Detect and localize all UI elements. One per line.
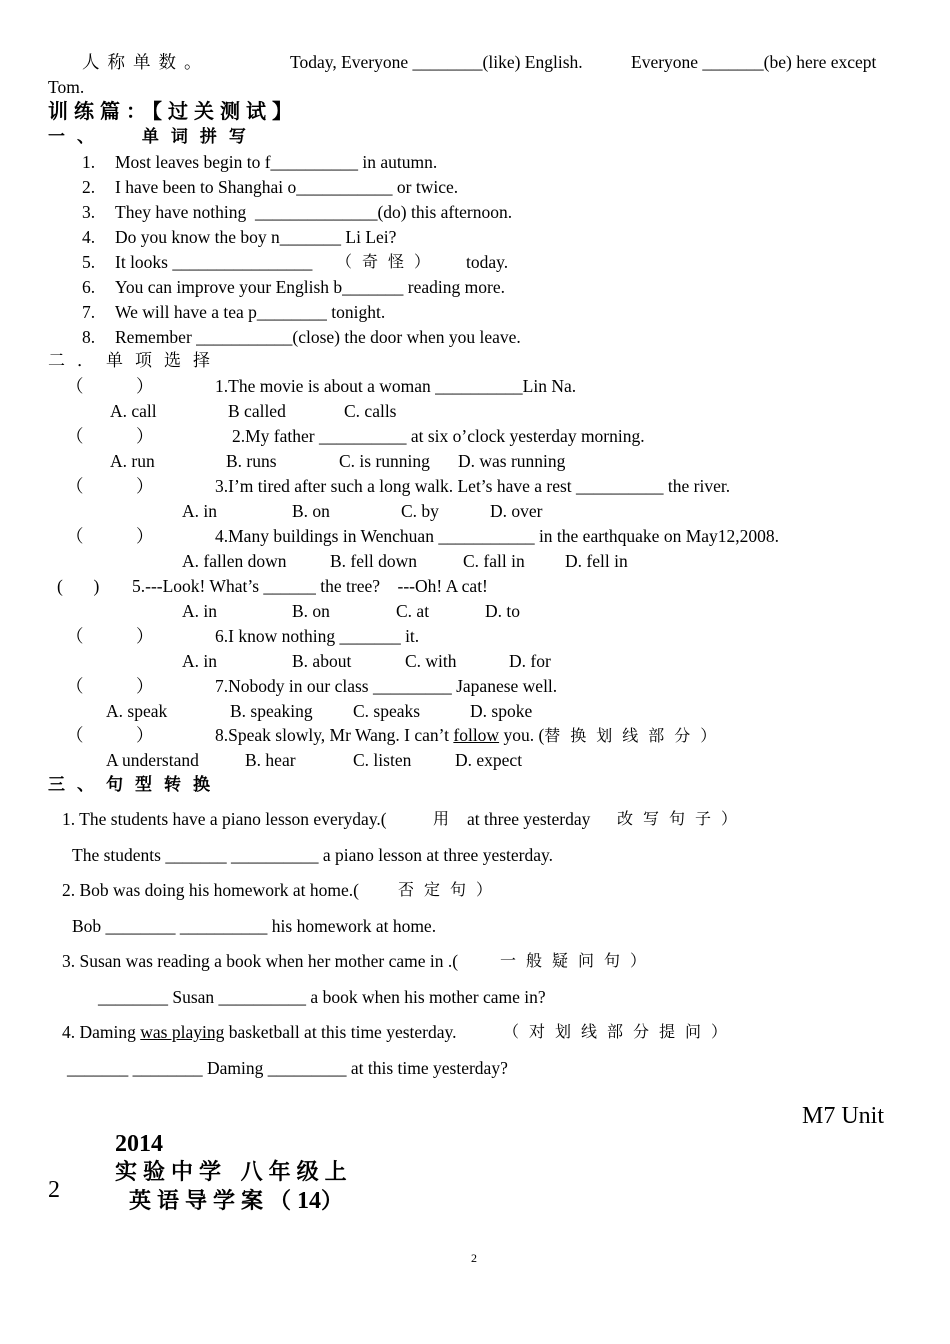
option-c: C. at [396, 601, 430, 621]
option-b: B. speaking [230, 701, 313, 721]
option-a: A understand [106, 750, 199, 770]
list-item: Remember ___________(close) the door when you leave. [115, 327, 521, 347]
item-number: 4. [82, 227, 96, 247]
option-d: D. expect [455, 750, 523, 770]
intro-continuation: Tom. [48, 77, 85, 97]
list-item: It looks ________________ [115, 252, 313, 272]
option-a: A. call [110, 401, 157, 421]
list-item-end: today. [466, 252, 509, 272]
question-stem: 1.The movie is about a woman __________Lin Na. [215, 376, 577, 396]
option-d: D. fell in [565, 551, 628, 571]
footer-school: 实验中学 八年级上 [115, 1160, 353, 1185]
transform-prompt: 1. The students have a piano lesson everyday.( [62, 809, 387, 829]
option-d: D. for [509, 651, 551, 671]
option-c: C. calls [344, 401, 397, 421]
page-number: 2 [471, 1251, 477, 1265]
transform-prompt [62, 1021, 457, 1043]
intro-cn: 人称单数。 [82, 52, 210, 72]
option-d: D. was running [458, 451, 566, 471]
item-number: 3. [82, 202, 96, 222]
option-a: A. in [182, 651, 217, 671]
option-c: C. with [405, 651, 457, 671]
intro-sentence-2: Everyone _______(be) here except [631, 52, 877, 72]
prompt-part: basketball at this time yesterday. [224, 1022, 457, 1042]
option-a: A. fallen down [182, 551, 287, 571]
option-b: B. on [292, 501, 330, 521]
option-b: B. on [292, 601, 330, 621]
footer-unit: M7 Unit [802, 1103, 885, 1129]
chinese-hint: （奇怪） [336, 252, 441, 271]
option-b: B. hear [245, 750, 296, 770]
training-title: 训练篇：【过关测试】 [48, 99, 298, 123]
answer-line[interactable]: Bob ________ __________ his homework at home. [72, 916, 437, 936]
answer-paren[interactable]: ( ) [57, 576, 100, 596]
chinese-instruction: 一般疑问句） [500, 951, 657, 970]
question-stem: 6.I know nothing _______ it. [215, 626, 420, 646]
option-a: A. speak [106, 701, 168, 721]
answer-line[interactable]: ________ Susan __________ a book when his mother came in? [98, 987, 546, 1007]
answer-paren[interactable]: （ ） [66, 476, 154, 496]
list-item: They have nothing ______________(do) this afternoon. [115, 202, 513, 222]
option-a: A. in [182, 601, 217, 621]
question-stem: 4.Many buildings in Wenchuan ___________ in the earthquake on May12,2008. [215, 526, 780, 546]
option-d: D. to [485, 601, 520, 621]
answer-paren[interactable]: （ ） [66, 676, 154, 696]
chinese-instruction: 替换划线部分） [544, 726, 727, 745]
answer-paren[interactable]: （ ） [66, 376, 154, 396]
underlined-word: follow [453, 725, 500, 745]
answer-line[interactable]: The students _______ __________ a piano lesson at three yesterday. [72, 845, 553, 865]
intro-sentence-1: Today, Everyone ________(like) English. [290, 52, 583, 72]
transform-prompt: at three yesterday [467, 809, 591, 829]
question-stem: 2.My father __________ at six o’clock yesterday morning. [232, 426, 645, 446]
option-a: A. run [110, 451, 155, 471]
answer-line[interactable]: _______ ________ Daming _________ at this time yesterday? [67, 1058, 508, 1078]
item-number: 7. [82, 302, 96, 322]
question-stem: 3.I’m tired after such a long walk. Let’s have a rest __________ the river. [215, 476, 731, 496]
option-c: C. is running [339, 451, 430, 471]
stem-part: you. ( [499, 725, 545, 745]
option-b: B. runs [226, 451, 277, 471]
option-c: C. by [401, 501, 439, 521]
chinese-instruction: （对划线部分提问） [503, 1022, 738, 1041]
section-3-title: 三、句型转换 [48, 775, 222, 795]
footer-subject: 英语导学案（ [129, 1189, 298, 1214]
answer-paren[interactable]: （ ） [66, 426, 154, 446]
item-number: 1. [82, 152, 96, 172]
prompt-part: 4. Daming [62, 1022, 141, 1042]
section-1-title: 一、 单词拼写 [48, 127, 258, 147]
footer-number: 14 [297, 1188, 322, 1214]
list-item: I have been to Shanghai o___________ or twice. [115, 177, 459, 197]
stem-part: 8.Speak slowly, Mr Wang. I can’t [215, 725, 454, 745]
answer-paren[interactable]: （ ） [66, 626, 154, 646]
option-c: C. fall in [463, 551, 525, 571]
option-d: D. over [490, 501, 543, 521]
chinese-instruction: 否定句） [398, 880, 503, 899]
list-item: You can improve your English b_______ reading more. [115, 277, 505, 297]
question-stem [215, 724, 726, 747]
option-d: D. spoke [470, 701, 533, 721]
list-item: Most leaves begin to f__________ in autumn. [115, 152, 438, 172]
transform-prompt: 2. Bob was doing his homework at home.( [62, 880, 359, 900]
footer-year: 2014 [115, 1131, 163, 1157]
option-c: C. speaks [353, 701, 421, 721]
footer-paren: ） [321, 1189, 344, 1214]
list-item: Do you know the boy n_______ Li Lei? [115, 227, 397, 247]
item-number: 8. [82, 327, 96, 347]
item-number: 6. [82, 277, 96, 297]
option-a: A. in [182, 501, 217, 521]
chinese-instruction: 改写句子） [617, 809, 748, 828]
footer-unit-number: 2 [48, 1177, 60, 1203]
transform-prompt: 3. Susan was reading a book when her mother came in .( [62, 951, 459, 971]
item-number: 5. [82, 252, 96, 272]
answer-paren[interactable]: （ ） [66, 725, 154, 745]
item-number: 2. [82, 177, 96, 197]
underlined-phrase: was playing [140, 1022, 225, 1042]
document-footer-title [103, 1102, 353, 1216]
option-b: B. fell down [330, 551, 418, 571]
option-c: C. listen [353, 750, 412, 770]
question-stem: 7.Nobody in our class _________ Japanese well. [215, 676, 558, 696]
answer-paren[interactable]: （ ） [66, 526, 154, 546]
question-stem: 5.---Look! What’s ______ the tree? ---Oh! A cat! [132, 576, 488, 596]
list-item: We will have a tea p________ tonight. [115, 302, 386, 322]
option-b: B called [228, 401, 286, 421]
section-2-title: 二．单项选择 [48, 351, 222, 371]
option-b: B. about [292, 651, 352, 671]
chinese-instruction: 用 [433, 809, 460, 828]
